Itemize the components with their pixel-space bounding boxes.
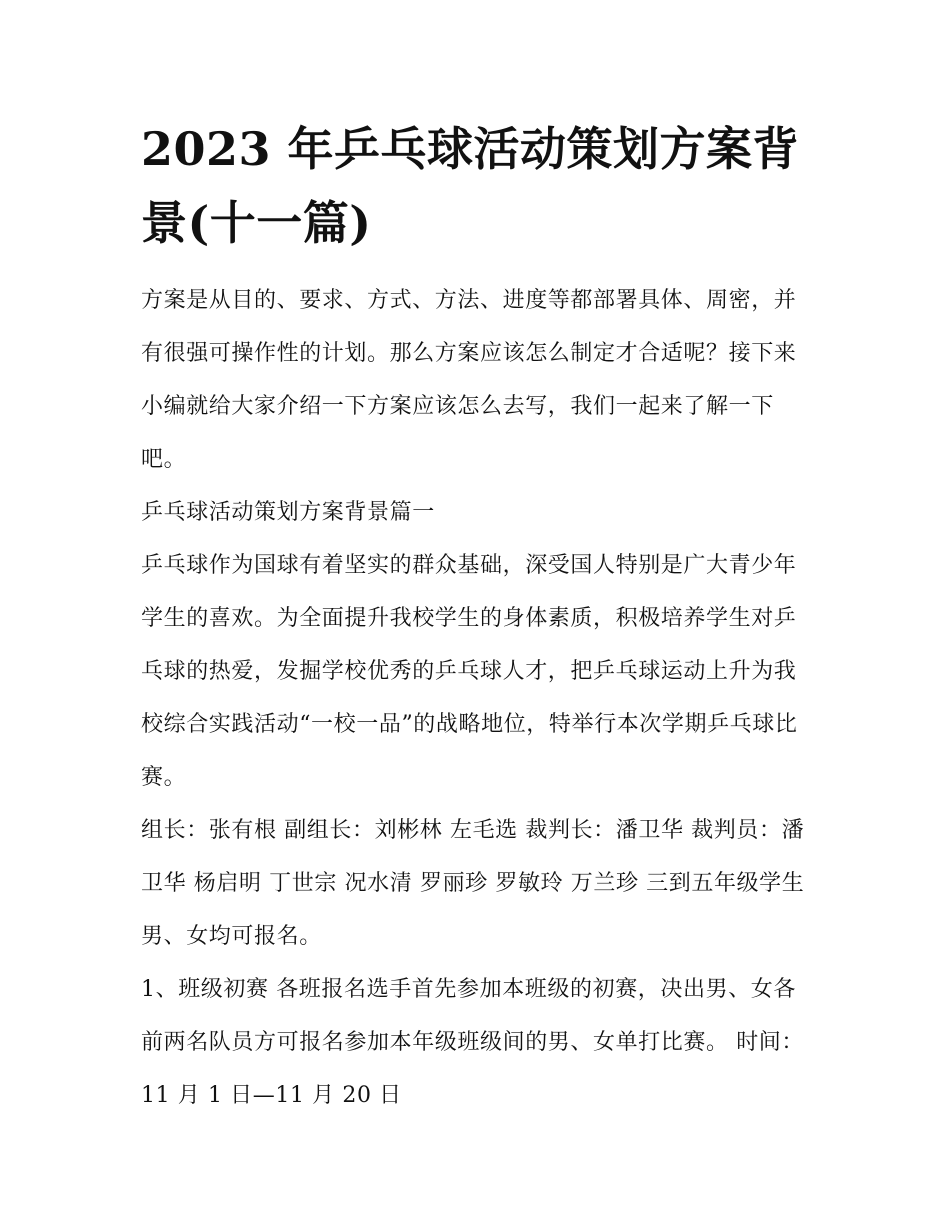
paragraph-class-preliminary: 1、班级初赛 各班报名选手首先参加本班级的初赛，决出男、女各前两名队员方可报名参加本年级班级间的男、女单打比赛。 时间：11 月 1 日—11 月 20 日: [141, 977, 804, 1108]
document-title: 2023 年乒乓球活动策划方案背景(十一篇): [141, 122, 800, 250]
paragraph-organizers: 组长：张有根 副组长：刘彬林 左毛选 裁判长：潘卫华 裁判员：潘卫华 杨启明 丁世宗 况水清 罗丽珍 罗敏玲 万兰珍 三到五年级学生男、女均可报名。: [141, 818, 805, 949]
paragraph-background: 乒乓球作为国球有着坚实的群众基础，深受国人特别是广大青少年学生的喜欢。为全面提升我校学生的身体素质，积极培养学生对乒乓球的热爱，发掘学校优秀的乒乓球人才，把乒乓球运动上升为我校综合实践活动“一校一品”的战略地位，特举行本次学期乒乓球比赛。: [141, 553, 798, 790]
section-heading: 乒乓球活动策划方案背景篇一: [141, 500, 435, 525]
document-body: [141, 112, 813, 1122]
intro-paragraph: 方案是从目的、要求、方式、方法、进度等都部署具体、周密，并有很强可操作性的计划。那么方案应该怎么制定才合适呢？接下来小编就给大家介绍一下方案应该怎么去写，我们一起来了解一下吧。: [141, 288, 797, 472]
